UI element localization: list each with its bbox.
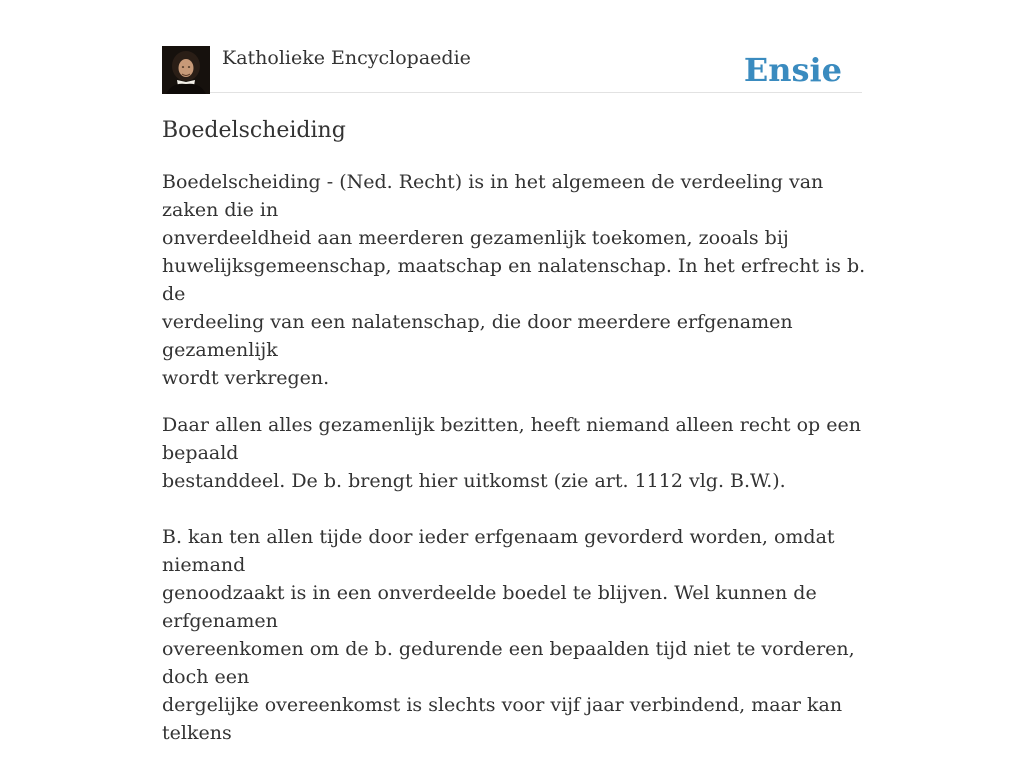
article-paragraph: Daar allen alles gezamenlijk bezitten, heeft niemand alleen recht op een bepaald bestanddeel. De b. brengt hier uitkomst (zie art. 1112 vlg. B.W.). B. kan ten allen tijde door ieder erfgenaam gevorderd worden, omdat niemand genoodzaakt is in een onverdeelde boedel te blijven. Wel kunnen de erfgenamen overeenkomen om de b. gedurende een bepaalden tijd niet te vorderen, doch een dergelijke overeenkomst is slechts voor vijf jaar verbindend, maar kan telkens xyxy=(162,414,861,744)
portrait-avatar-icon[interactable] xyxy=(162,46,210,94)
site-header xyxy=(162,40,862,93)
article-title: Boedelscheiding xyxy=(162,118,346,143)
ensie-logo-link[interactable]: Ensie xyxy=(743,51,842,89)
article-paragraph: Boedelscheiding - (Ned. Recht) is in het algemeen de verdeeling van zaken die in onverdeeldheid aan meerderen gezamenlijk toekomen, zooals bij huwelijksgemeenschap, maatschap en nalatenschap. In het erfrecht is b. de verdeeling van een nalatenschap, die door meerdere erfgenamen gezamenlijk wordt verkregen. xyxy=(162,171,866,389)
source-name[interactable]: Katholieke Encyclopaedie xyxy=(222,47,471,69)
article-body xyxy=(162,168,866,766)
